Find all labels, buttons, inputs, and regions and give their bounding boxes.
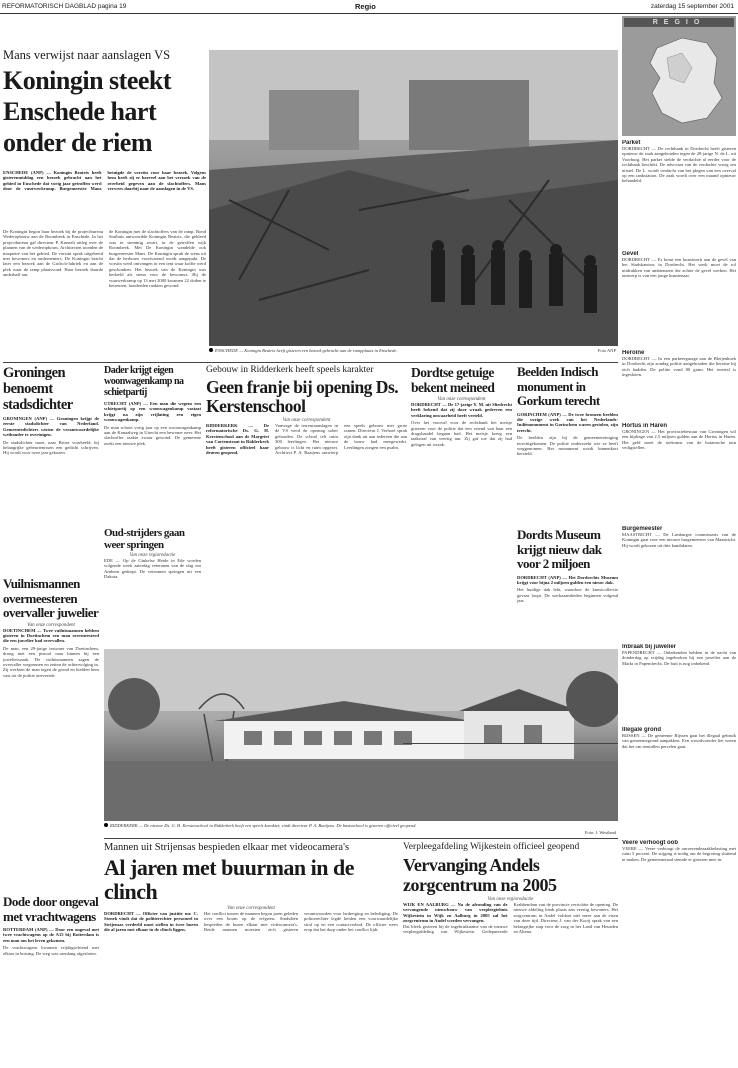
- brief-parket: Parket DORDRECHT — De rechtbank in Dordrecht heeft gisteren opnieuw de zaak aangehouden tegen de 28-jarige N. de L. uit Voorburg. Het parket stelde de verdachte al eerder voor de rechtbank beschikt. De advocaat van de verdachte vroeg om uitstel. De L. wordt verdacht van het plegen van een overval op een tankstation. De zaak wordt over een maand opnieuw behandeld.: [622, 140, 736, 184]
- article-buurman: [104, 842, 398, 1065]
- gebouw-lede: RIDDERKERK — De reformatorische Ds. G. H. Kerstenschool aan de Margriet van Cortenstraat in Ridderkerk heeft gisteren officieel haar deuren geopend.: [206, 423, 269, 456]
- regio-banner: [622, 16, 736, 136]
- dordtse-byline: Van onze correspondent: [437, 397, 486, 402]
- lead-photo: [209, 50, 618, 346]
- header-date: zaterdag 15 september 2001: [650, 3, 734, 10]
- vuilnis-body: De man, een 29-jarige inwoner van Doetinchem, drong met een pistool naar binnen bij een juwelierszaak. De vuilnismannen zagen de overvaller wegrennen en zetten de achtervolging in. Zij werkten de man tegen de grond en hielden hem vast tot de politie arriveerde.: [3, 645, 99, 678]
- page-header: [0, 0, 738, 14]
- ruins-image: [209, 50, 618, 346]
- header-section: Regio: [355, 2, 376, 11]
- andels-byline: Van onze regioredactie: [487, 897, 534, 902]
- dader-title: Dader krijgt eigen woonwagenkamp na schietpartij: [104, 365, 184, 398]
- beelden-title: Beelden Indisch monument in Gorkum terecht: [517, 365, 600, 408]
- vuilnis-lede: DOETINCHEM — Twee vuilnismannen hebben gisteren in Doetinchem een man overmeesterd die een juwelier had overvallen.: [3, 627, 99, 644]
- brief-gevel: Gevel DORDRECHT — Er komt een kunstwerk aan de gevel van het Stadskantoor in Dordrecht. Het werk moet de rol uitdrukken van ambtenaren die achter de gevel werken. Het ontwerp is van een jonge kunstenaar.: [622, 251, 736, 279]
- caption-bullet-icon: [104, 823, 108, 827]
- brief-burgemeester: Burgemeester MAASTRICHT — De Limburgse commissaris van de Koningin gaat voor een nieuwe burgemeester van Maastricht. Hij wordt gekozen uit drie kandidaten.: [622, 526, 736, 548]
- groningen-title: Groningen benoemt stadsdichter: [3, 365, 73, 413]
- school-caption: RIDDERKERK — De nieuwe Ds. G. H. Kerstenschool in Ridderkerk heeft een speels karakter, vindt directeur P. A. Baaijens. De basisschool is gisteren officieel geopend. Foto: J. Westland: [104, 823, 618, 835]
- lead-lede: ENSCHEDE (ANP) — Koningin Beatrix heeft gisterenmiddag een bezoek gebracht aan het gebied in Enschede dat vorig jaar getroffen werd door de vuurwerkramp. Burgemeester Mans betuigde de vorstin voor haar bezoek. Volgens hem heeft zij er hoeveel aan het verzoek van de overheid gegeven aan de slachtoffers. Mans verwees daarbij naar de aanslagen in de VS.: [3, 170, 206, 192]
- gebouw-title: Geen franje bij opening Ds. Kerstenschool: [206, 377, 399, 416]
- oud-byline: Van onze regioredactie: [129, 553, 176, 558]
- mannen-title: Al jaren met buurman in de clinch: [104, 855, 354, 904]
- dordtse-title: Dordtse getuige bekent meineed: [411, 365, 495, 395]
- oud-title: Oud-strijders gaan weer springen: [104, 527, 185, 551]
- article-dordts-museum: [517, 528, 618, 648]
- article-andels: [403, 842, 618, 1065]
- andels-lede: WIJK EN AALBURG — Na de afronding van de vervangende nieuwbouw van verpleegtehuis Wijkestein in Wijk en Aalburg in 2005 zal het zorgcentrum in Andel worden vervangen.: [403, 902, 508, 924]
- mannen-lede: DORDRECHT — Officier van justitie mr. C. Stenek vindt dat de politierechter personeel in Strijensas verdeeld moet stellen in twee buren die al jaren met elkaar in de clinch liggen.: [104, 911, 198, 933]
- vuilnis-byline: Van onze correspondent: [27, 622, 75, 628]
- oud-body: EDE — Op de Ginkelse Heide in Ede worden volgende week zaterdag veteranen van de slag om Arnhem gedropt. De veteranen springen uit een Dakota.: [104, 558, 201, 580]
- article-vuilnismannen: [3, 577, 99, 827]
- dode-body: De vrachtwagens kwamen vrijdagochtend met elkaar in botsing. De weg was urenlang afgesloten.: [3, 945, 99, 956]
- netherlands-map-icon: [622, 28, 736, 136]
- brief-illegale-grond: Illegale grond RIJSSEN — De gemeente Rijssen gaat het illegaal gebruik van gemeentegrond aanpakken. Een woordvoerder liet weten dat het om tientallen percelen gaat.: [622, 727, 736, 749]
- article-groningen: [3, 365, 99, 565]
- dode-title: Dode door ongeval met vrachtwagens: [3, 895, 99, 924]
- lead-title: Koningin steekt Enschede hart onder de riem: [3, 66, 172, 157]
- dordts-body: Het huidige dak lekt, waardoor de kunstcollectie gevaar loopt. De werkzaamheden beginnen volgend jaar.: [517, 587, 618, 604]
- andels-body: Dat bleek gisteren bij de ingebruikname van de nieuwe verpleegafdeling van Wijkestein. Gedeputeerde Krabbendam van de provincie verrichtte de opening. De nieuwe afdeling biedt plaats aan veertig bewoners. Het zorgcentrum in Andel voldoet niet meer aan de eisen van deze tijd. Directeur J. van der Kooij sprak van een belangrijke stap voor de zorg in het Land van Heusden en Altena.: [403, 902, 618, 935]
- dordtse-body: Over het voorval voor de rechtbank het meisje gisteren voor de politie dat een vriend van haar een drugshandel begaan had. Het meisje kreeg een taakstraf van veertig uur. Zij gaf toe dat zij had gelogen uit wraak.: [411, 420, 512, 447]
- article-kerstenschool: [206, 365, 407, 645]
- mannen-kicker: Mannen uit Strijensas bespieden elkaar met videocamera's: [104, 842, 350, 853]
- dordts-lede: DORDRECHT (ANP) — Het Dordrechts Museum krijgt voor bijna 2 miljoen gulden een nieuw dak.: [517, 574, 618, 585]
- gebouw-kicker: Gebouw in Ridderkerk heeft speels karakter: [206, 365, 374, 375]
- school-building-image: [104, 649, 618, 821]
- dode-lede: ROTTERDAM (ANP) — Door een ongeval met twee vrachtwagens op de A15 bij Rotterdam is een man om het leven gekomen.: [3, 927, 99, 943]
- groningen-body: De stadsdichter moet, naar Britse voorbeeld, bij belangrijke gebeurtenissen een gedicht schrijven. Hij wordt voor twee jaar gekozen.: [3, 439, 99, 456]
- article-dode: [3, 895, 99, 1065]
- divider: [3, 362, 618, 363]
- groningen-lede: GRONINGEN (ANP) — Groningen krijgt de eerste stadsdichter van Nederland. Gemeentedichters wisten de verantwoordelijke wethouder te overtuigen.: [3, 416, 99, 438]
- dader-body: De man schoot vorig jaar op een woonwagenkamp aan de Kanaalweg in Utrecht een bewoner neer. Het slachtoffer raakte zwaar gewond. De gemeente zoekt een nieuwe plek.: [104, 424, 201, 446]
- article-beelden: [517, 365, 618, 525]
- mannen-body: Het conflict tussen de mannen begon jaren geleden over een boom op de erfgrens. Sindsdien bespieden de buren elkaar met videocamera's. Beide mannen moesten zich gisteren verantwoorden voor bedreiging en belediging. De politierechter legde beiden een voorwaardelijke straf op en een contactverbod. De officier wees erop dat het dorp onder het conflict lijdt.: [204, 911, 398, 933]
- brief-hortus: Hortus in Haren GRONINGEN — Het provinciebestuur van Groningen wil een bijdrage van 2,5 miljoen gulden aan de Hortus in Haren. Het geld moet de toekomst van de botanische tuin veiligstellen.: [622, 423, 736, 451]
- article-dader: [104, 365, 201, 525]
- beelden-lede: GORINCHEM (ANP) — De twee bronzen beelden die vorige week van het Nederlands-Indiëmonument in Gorinchem waren gestolen, zijn terecht.: [517, 411, 618, 433]
- article-dordtse-getuige: [411, 365, 512, 647]
- dader-lede: UTRECHT (ANP) — Een man die wegens een schietpartij op een woonwagenkamp vastzat krijgt na zijn vrijlating een eigen woonwagenkamp.: [104, 401, 201, 423]
- sidebar-briefs: [622, 140, 736, 1065]
- divider: [104, 838, 618, 839]
- gebouw-byline: Van onze correspondent: [282, 418, 331, 423]
- lead-body-col1: De Koningin begon haar bezoek bij de projectbureau Wederopbouw aan de Roombeek in Enschede. In het projectbureau gaf directeur P. Kuenzli uitleg over de plannen van de wederopbouw. Architecten toonden de maquette van het gebied. De vorstin sprak uitgebreid met bewoners en ondernemers. De Koningin bracht later een bezoek aan de Grolsch-fabriek en aan de plek waar de ramp plaatsvond. Haar bezoek duurde anderhalf uur.: [3, 229, 103, 278]
- andels-title: Vervanging Andels zorgcentrum na 2005: [403, 855, 557, 895]
- lead-body-col2: de Koningin met de slachtoffers van de ramp. Bond Stafhuis antwoordde Koningin Beatrix, die gekleed was in stemmig zwart, in de getroffen wijk Roombeek. Met De Koningin wandelde ook burgemeester Mans. De Koningin sprak de wens uit dat de herbouw voortvarend wordt aangepakt. De vorstin werd ontvangen in een tent waar koffie werd geschonken. Het bezoek van de Koningin was bedoeld als steun voor de bewoners. Bij de vuurwerkramp op 13 mei 2000 kwamen 22 doden te betreuren, honderden raakten gewond.: [109, 229, 206, 289]
- banner-label: REGIO: [624, 18, 734, 27]
- caption-bullet-icon: [209, 348, 213, 352]
- lead-caption: ENSCHEDE — Koningin Beatrix heeft gisteren een bezoek gebracht aan de rampplaats in Enschede. Foto ANP: [209, 348, 618, 355]
- divider: [403, 743, 618, 744]
- brief-heroine: Heroïne DORDRECHT — In een parkeergarage aan de Bleijenhoek in Dordrecht zijn zondag politie aangehouden die heroïne bij zich hadden. De politie vond 80 gram. Het tweetal is ingesloten.: [622, 350, 736, 378]
- andels-kicker: Verpleegafdeling Wijkestein officieel geopend: [403, 842, 580, 852]
- vuilnis-title: Vuilnismannen overmeesteren overvaller juwelier: [3, 577, 99, 620]
- brief-inbraak: Inbraak bij juwelier PAPENDRECHT — Onbekenden hebben in de nacht van donderdag op vrijdag ingebroken bij een juwelier aan de Markt in Papendrecht. De buit is nog onbekend.: [622, 644, 736, 666]
- dordts-title: Dordts Museum krijgt nieuw dak voor 2 miljoen: [517, 528, 602, 571]
- lead-kicker: Mans verwijst naar aanslagen VS: [3, 48, 171, 62]
- brief-veere: Veere verhoogt oob VEERE — Veere verhoogt de onroerendezaakbelasting met ruim 5 procent. De stijging is nodig om de begroting sluitend te maken. De gemeenteraad stemde er gisteren mee in.: [622, 840, 736, 862]
- gebouw-body: Vanwege de terreuraanslagen in de VS werd de opening sober gehouden. De school telt ruim 300 leerlingen. Het nieuwe gebouw is licht en ruim opgezet. Architect P. A. Baaijens ontwierp een speels gebouw met grote ramen. Directeur J. Verhoef sprak zijn dank uit aan iedereen die aan de bouw had meegewerkt. Leerlingen zongen een psalm.: [275, 423, 407, 456]
- article-oud-strijders: [104, 527, 201, 647]
- header-left: REFORMATORISCH DAGBLAD pagina 19: [2, 3, 127, 10]
- beelden-body: De beelden zijn bij de gemeentereiniging terechtgekomen. De politie onderzoekt wie ze heeft weggenomen. Het monument wordt binnenkort hersteld.: [517, 435, 618, 457]
- school-photo: [104, 649, 618, 821]
- dordtse-lede: DORDRECHT — De 17-jarige Y. M. uit Sliedrecht heeft bekend dat zij door wraak gedreven een verklaring onwaarheid heeft verteld.: [411, 402, 512, 418]
- mannen-byline: Van onze correspondent: [227, 906, 275, 911]
